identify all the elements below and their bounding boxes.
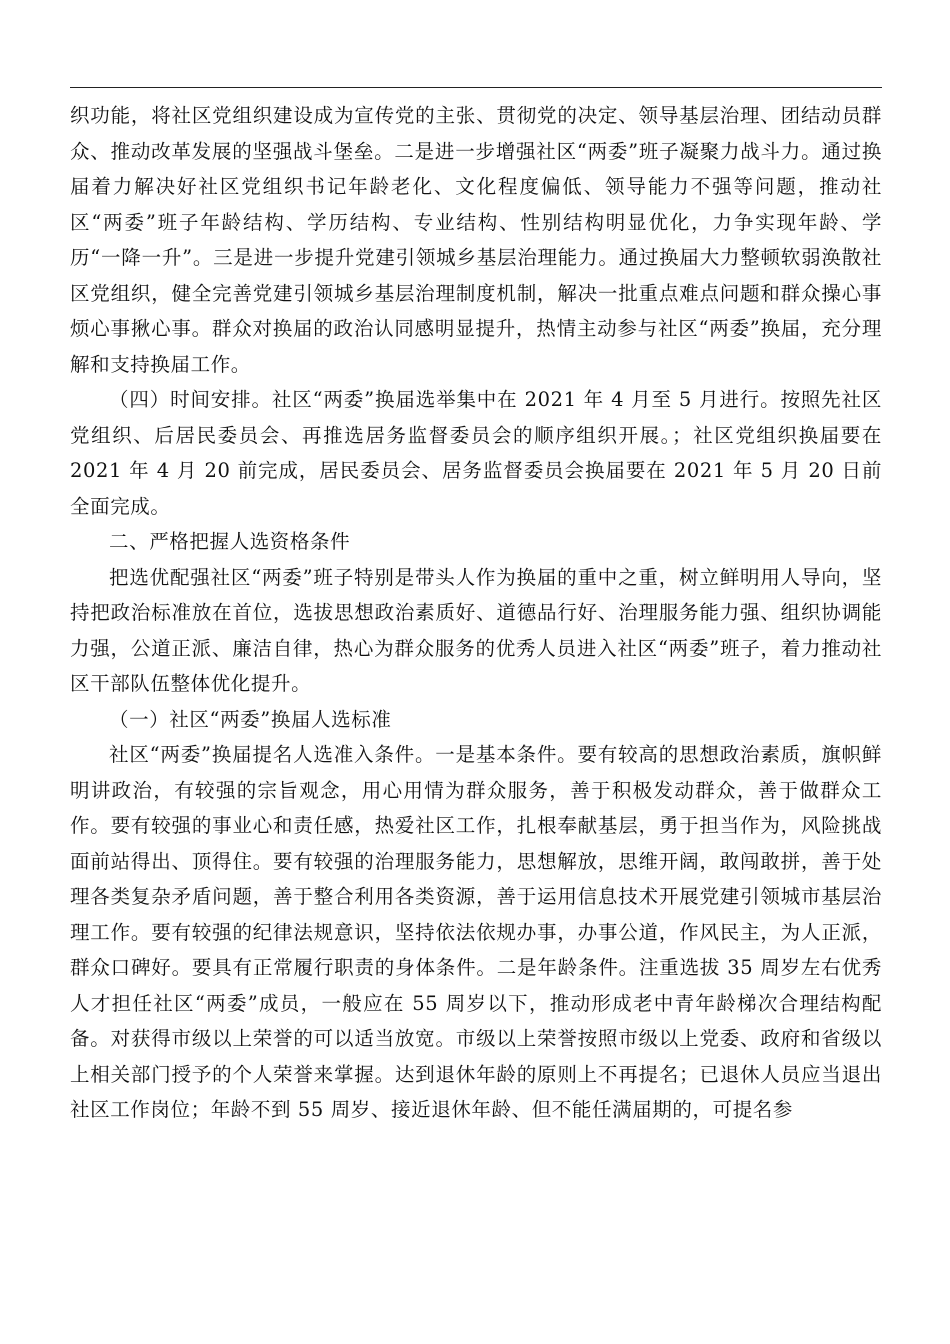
subsection-heading: （一）社区“两委”换届人选标准 <box>109 707 392 731</box>
header-rule <box>70 87 882 88</box>
paragraph-schedule: （四）时间安排。社区“两委”换届选举集中在 2021 年 4 月至 5 月进行。按照先社区党组织、后居民委员会、再推选居务监督委员会的顺序组织开展。；社区党组织换届要在 2021 年 4 月 20 前完成，居民委员会、居务监督委员会换届要在 2021 年 5 月 20 日前全面完成。 <box>70 388 882 518</box>
paragraph-continuation: 织功能，将社区党组织建设成为宣传党的主张、贯彻党的决定、领导基层治理、团结动员群众、推动改革发展的坚强战斗堡垒。二是进一步增强社区“两委”班子凝聚力战斗力。通过换届着力解决好社区党组织书记年龄老化、文化程度偏低、领导能力不强等问题，推动社区“两委”班子年龄结构、学历结构、专业结构、性别结构明显优化，力争实现年龄、学历“一降一升”。三是进一步提升党建引领城乡基层治理能力。通过换届大力整顿软弱涣散社区党组织，健全完善党建引领城乡基层治理制度机制，解决一批重点难点问题和群众操心事烦心事揪心事。群众对换届的政治认同感明显提升，热情主动参与社区“两委”换届，充分理解和支持换届工作。 <box>70 104 882 376</box>
section-heading: 二、严格把握人选资格条件 <box>109 530 351 553</box>
paragraph-criteria: 社区“两委”换届提名人选准入条件。一是基本条件。要有较高的思想政治素质，旗帜鲜明讲政治，有较强的宗旨观念，用心用情为群众服务，善于积极发动群众，善于做群众工作。要有较强的事业心和责任感，热爱社区工作，扎根奉献基层，勇于担当作为，风险挑战面前站得出、顶得住。要有较强的治理服务能力，思想解放，思维开阔，敢闯敢拼，善于处理各类复杂矛盾问题，善于整合利用各类资源，善于运用信息技术开展党建引领城市基层治理工作。要有较强的纪律法规意识，坚持依法依规办事，办事公道，作风民主，为人正派，群众口碑好。要具有正常履行职责的身体条件。二是年龄条件。注重选拔 35 周岁左右优秀人才担任社区“两委”成员，一般应在 55 周岁以下，推动形成老中青年龄梯次合理结构配备。对获得市级以上荣誉的可以适当放宽。市级以上荣誉按照市级以上党委、政府和省级以上相关部门授予的个人荣誉来掌握。达到退休年龄的原则上不再提名；已退休人员应当退出社区工作岗位；年龄不到 55 周岁、接近退休年龄、但不能任满届期的，可提名参 <box>70 743 882 1121</box>
document-body <box>70 98 882 1128</box>
paragraph-selection: 把选优配强社区“两委”班子特别是带头人作为换届的重中之重，树立鲜明用人导向，坚持把政治标准放在首位，选拔思想政治素质好、道德品行好、治理服务能力强、组织协调能力强，公道正派、廉洁自律，热心为群众服务的优秀人员进入社区“两委”班子，着力推动社区干部队伍整体优化提升。 <box>70 565 882 695</box>
